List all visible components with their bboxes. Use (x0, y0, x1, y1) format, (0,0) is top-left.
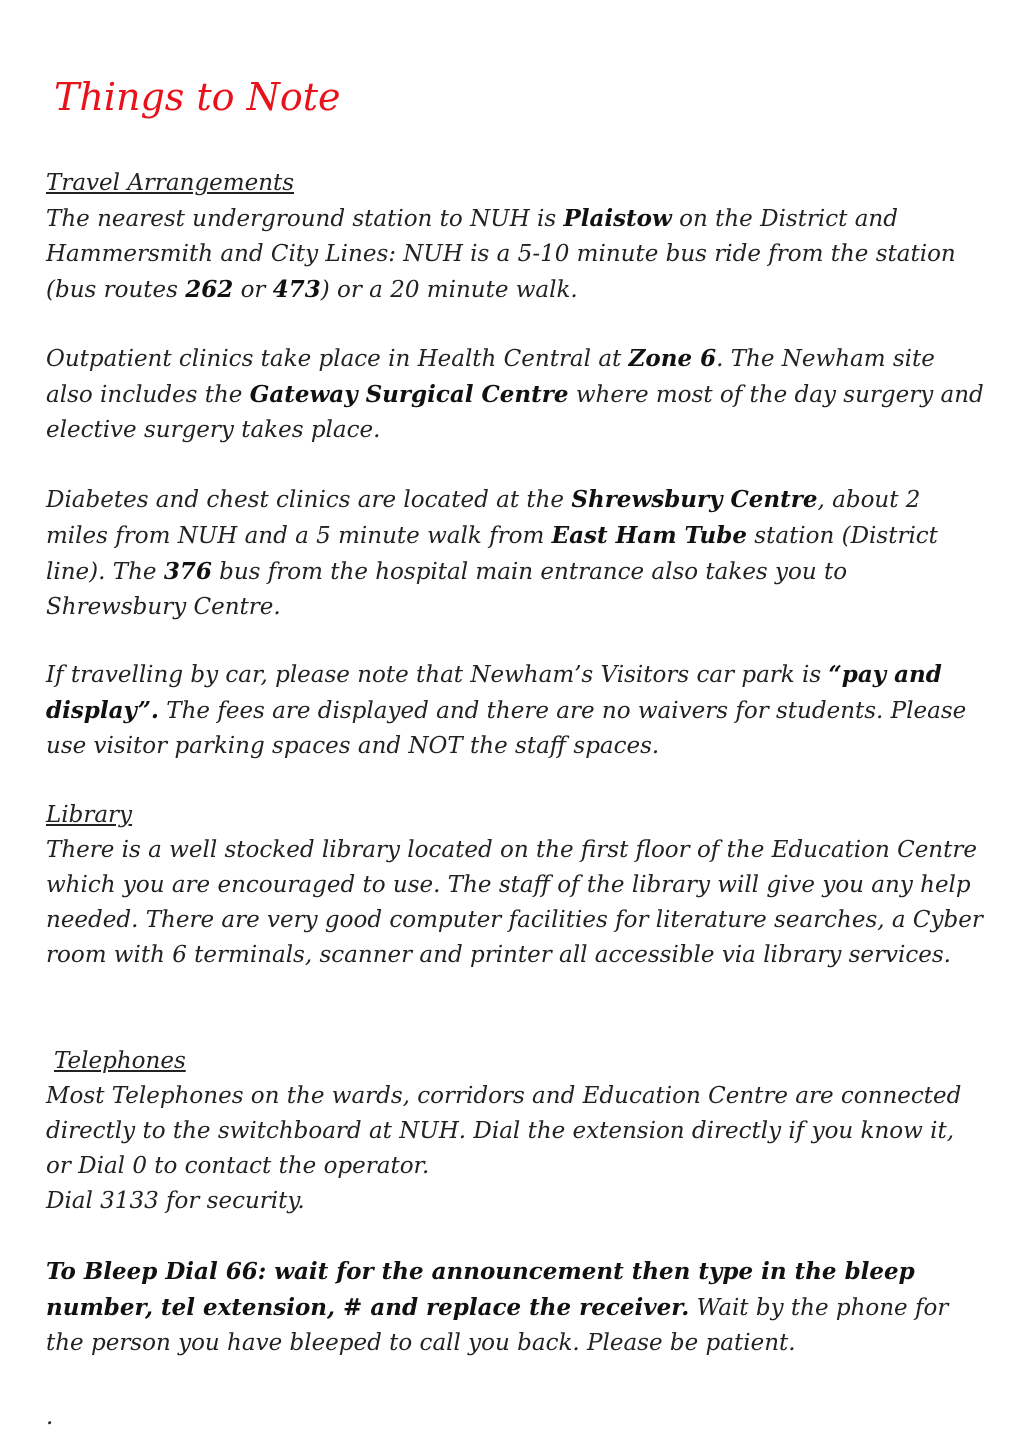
telephones-section (46, 1044, 986, 1219)
travel-section (46, 166, 986, 308)
diabetes-text: station (District line). The (46, 523, 938, 585)
centre-name: Shrewsbury Centre (571, 486, 818, 513)
library-text: There is a well stocked library located on the first floor of the Education Centre which you are encouraged to use. The staff of the library will give you any help needed. There are very good computer facilities for literature searches, a Cyber room with 6 terminals, scanner and printer all accessible via library services. (46, 837, 983, 968)
telephones-heading: Telephones (54, 1048, 186, 1074)
station-name: Plaistow (563, 205, 672, 232)
zone-name: Zone 6 (628, 345, 717, 372)
bleep-instructions: To Bleep Dial 66: wait for the announcement then type in the bleep number, tel extension, # and replace the receiver. (46, 1258, 915, 1321)
travel-text: or (233, 277, 273, 303)
outpatient-text: Outpatient clinics take place in Health Central at (46, 346, 629, 372)
diabetes-paragraph (46, 482, 986, 625)
page-title: Things to Note (54, 75, 341, 119)
travel-text: on the District and Hammersmith and City Lines: NUH is a 5-10 minute bus ride from the station (bus routes (46, 206, 956, 303)
travel-text: ) or a 20 minute walk. (320, 277, 578, 303)
telephones-text: Most Telephones on the wards, corridors and Education Centre are connected directly to the switchboard at NUH. Dial the extension directly if you know it, or Dial 0 to contact the operator. (46, 1083, 962, 1179)
diabetes-text: bus from the hospital main entrance also takes you to Shrewsbury Centre. (46, 559, 848, 620)
bus-route: 376 (163, 558, 212, 585)
bleep-text: Wait by the phone for the person you have bleeped to call you back. Please be patient. (46, 1295, 949, 1356)
surgical-centre-name: Gateway Surgical Centre (249, 381, 569, 408)
car-paragraph (46, 657, 986, 764)
bus-route: 262 (185, 276, 234, 303)
library-heading: Library (46, 802, 133, 828)
travel-heading: Travel Arrangements (46, 170, 295, 196)
outpatient-text: . The Newham site also includes the (46, 346, 935, 408)
bus-route: 473 (272, 276, 321, 303)
pay-and-display: “pay and display”. (46, 661, 942, 724)
travel-text: The nearest underground station to NUH is (46, 206, 564, 232)
tube-station-name: East Ham Tube (551, 522, 747, 549)
trailing-dot: . (46, 1404, 54, 1430)
library-section (46, 798, 986, 973)
outpatient-text: where most of the day surgery and elective surgery takes place. (46, 382, 984, 443)
car-text: The fees are displayed and there are no waivers for students. Please use visitor parking spaces and NOT the staff spaces. (46, 698, 967, 759)
bleep-paragraph (46, 1254, 986, 1361)
security-text: Dial 3133 for security. (46, 1188, 305, 1214)
diabetes-text: , about 2 miles from NUH and a 5 minute walk from (46, 487, 921, 549)
car-text: If travelling by car, please note that Newham’s Visitors car park is (46, 662, 829, 688)
diabetes-text: Diabetes and chest clinics are located at the (46, 487, 572, 513)
outpatient-paragraph (46, 341, 986, 448)
